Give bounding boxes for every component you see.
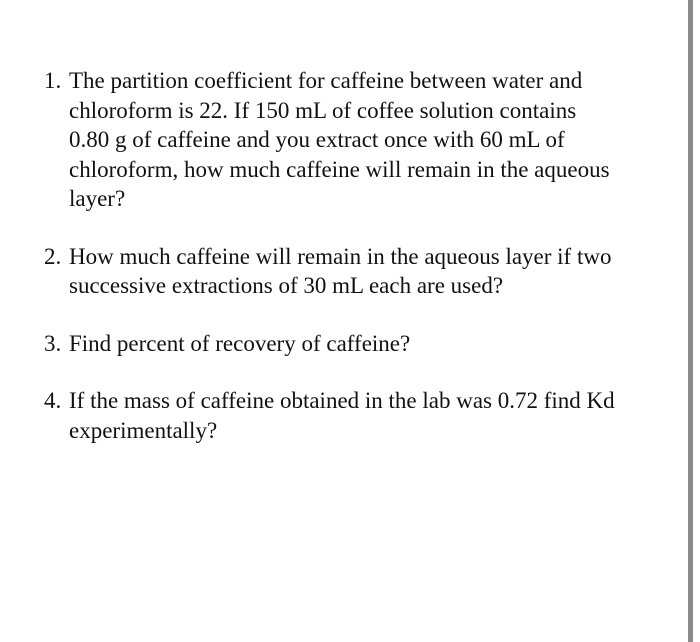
question-text-line: experimentally? bbox=[69, 417, 218, 443]
question-text-line: Find percent of recovery of caffeine? bbox=[69, 330, 411, 356]
question-text-line: successive extractions of 30 mL each are used? bbox=[69, 273, 504, 298]
question-text-line: chloroform, how much caffeine will remain in the aqueous bbox=[69, 156, 610, 182]
question-number: 1. bbox=[44, 68, 62, 93]
question-list bbox=[44, 66, 664, 445]
question-text-line: How much caffeine will remain in the aqueous layer if two bbox=[69, 243, 612, 269]
question-text-line: chloroform is 22. If 150 mL of coffee solution contains bbox=[69, 97, 577, 123]
question-text bbox=[69, 242, 664, 301]
question-text-line: The partition coefficient for caffeine between water and bbox=[69, 68, 583, 93]
question-3 bbox=[44, 329, 664, 359]
question-1 bbox=[44, 66, 664, 214]
question-4 bbox=[44, 386, 664, 445]
question-text-line: If the mass of caffeine obtained in the lab was 0.72 find Kd bbox=[69, 388, 615, 413]
question-text bbox=[69, 386, 664, 445]
question-number: 4. bbox=[44, 388, 62, 413]
question-text-line: layer? bbox=[69, 186, 126, 211]
page-right-border bbox=[688, 0, 693, 642]
question-2 bbox=[44, 242, 664, 301]
question-number: 3. bbox=[44, 330, 62, 356]
question-text-line: 0.80 g of caffeine and you extract once with 60 mL of bbox=[69, 127, 565, 152]
question-text bbox=[69, 66, 664, 214]
question-text bbox=[69, 329, 664, 359]
question-number: 2. bbox=[44, 243, 62, 269]
